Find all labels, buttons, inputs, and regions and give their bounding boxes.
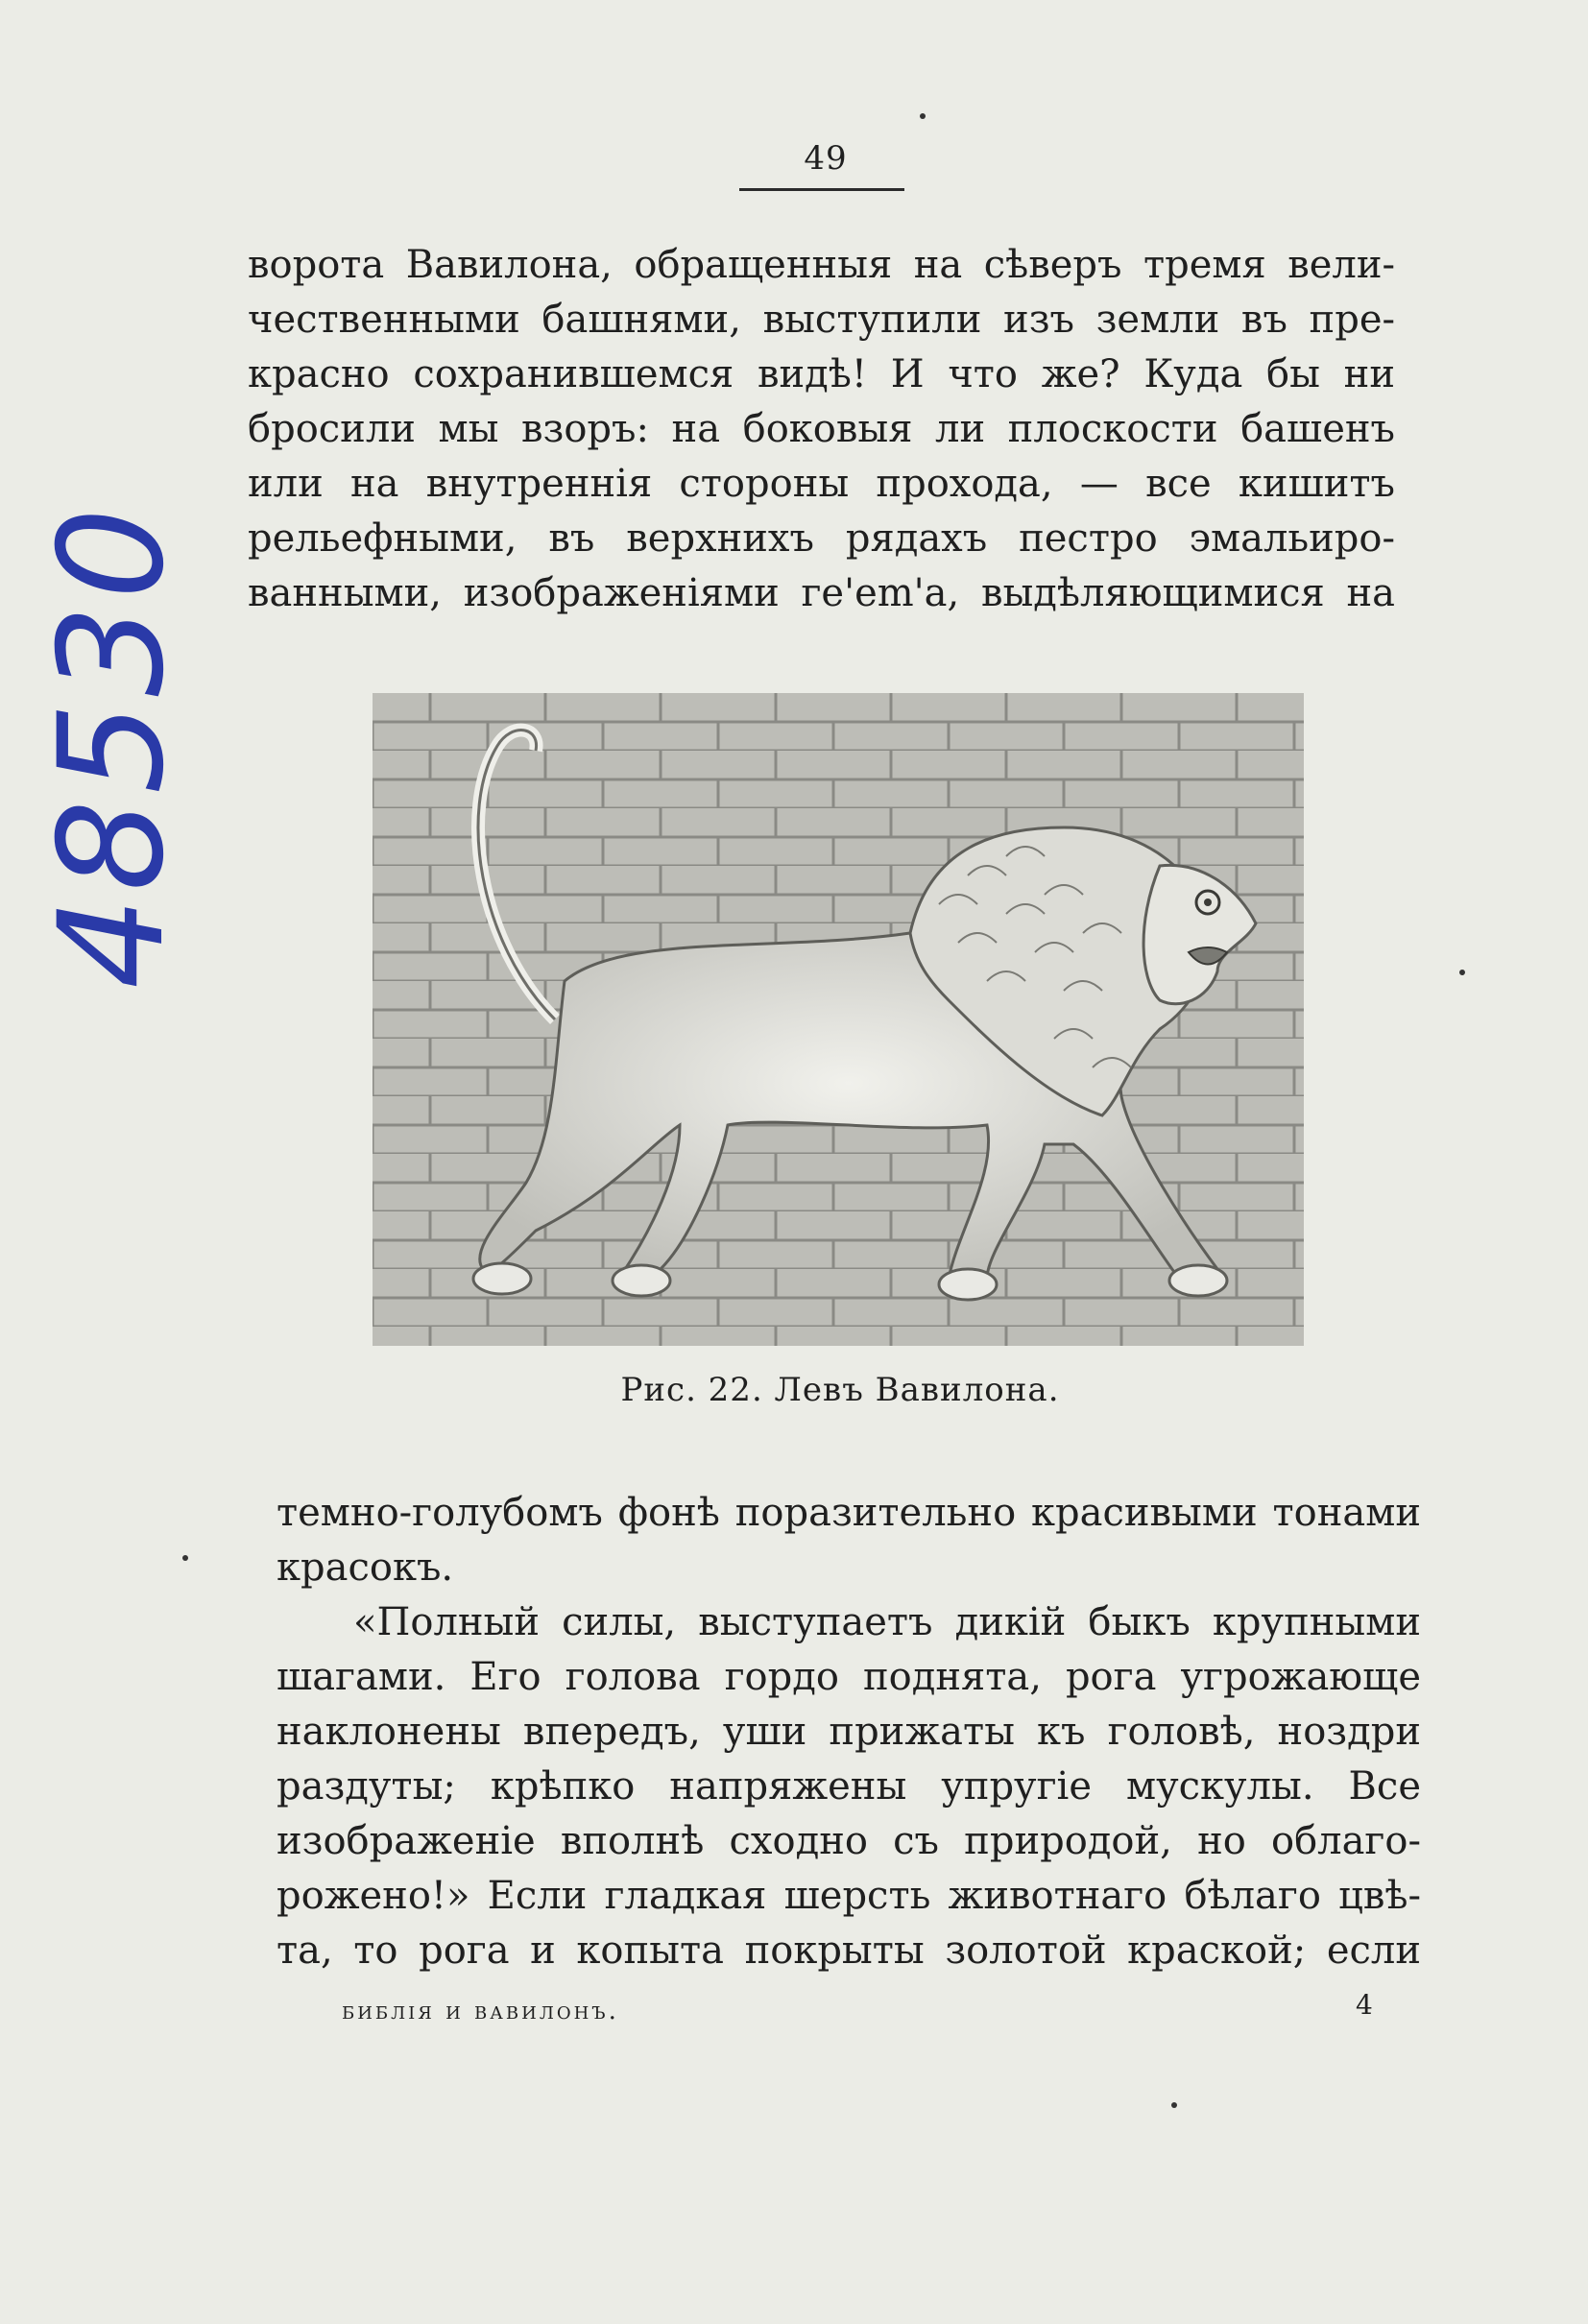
text-line: или на внутреннія стороны прохода, — все кишитъ bbox=[248, 462, 1395, 506]
paragraph-top bbox=[248, 238, 1395, 621]
text-line: раздуты; крѣпко напряжены упругіе мускулы. Все bbox=[277, 1764, 1421, 1809]
page-number: 49 bbox=[804, 139, 848, 178]
paragraph-bottom bbox=[277, 1486, 1421, 1978]
print-speck bbox=[1459, 970, 1465, 975]
text-line: та, то рога и копыта покрыты золотой краской; если bbox=[277, 1929, 1421, 1973]
text-line: рельефными, въ верхнихъ рядахъ пестро эмальиро- bbox=[248, 516, 1395, 561]
text-line: красокъ. bbox=[277, 1545, 454, 1590]
text-line: ванными, изображеніями ге'em'a, выдѣляющимися на bbox=[248, 571, 1395, 615]
print-speck bbox=[1171, 2102, 1177, 2108]
figure-lion-relief bbox=[373, 693, 1304, 1346]
print-speck bbox=[182, 1555, 188, 1561]
text-line: изображеніе вполнѣ сходно съ природой, но облаго- bbox=[277, 1819, 1421, 1863]
text-line: темно-голубомъ фонѣ поразительно красивыми тонами bbox=[277, 1491, 1421, 1535]
page-number-rule bbox=[739, 188, 904, 191]
text-line: «Полный силы, выступаетъ дикій быкъ крупными bbox=[353, 1600, 1421, 1644]
footer-title: библія и вавилонъ. bbox=[342, 1997, 619, 2025]
text-line: рожено!» Если гладкая шерсть животнаго бѣлаго цвѣ- bbox=[277, 1874, 1421, 1918]
text-line: бросили мы взоръ: на боковыя ли плоскости башенъ bbox=[248, 407, 1395, 451]
text-line: шагами. Его голова гордо поднята, рога угрожающе bbox=[277, 1655, 1421, 1699]
text-line: чественными башнями, выступили изъ земли въ пре- bbox=[248, 298, 1395, 342]
lion-illustration bbox=[373, 693, 1304, 1346]
footer-signature-mark: 4 bbox=[1356, 1989, 1373, 2021]
text-line: красно сохранившемся видѣ! И что же? Куда бы ни bbox=[248, 352, 1395, 396]
figure-caption: Рис. 22. Левъ Вавилона. bbox=[620, 1371, 1060, 1409]
text-line: ворота Вавилона, обращенныя на сѣверъ тремя вели- bbox=[248, 243, 1395, 287]
print-speck bbox=[920, 113, 926, 119]
text-line: наклонены впередъ, уши прижаты къ головѣ, ноздри bbox=[277, 1710, 1421, 1754]
handwritten-margin-note: 48530 bbox=[29, 501, 196, 989]
